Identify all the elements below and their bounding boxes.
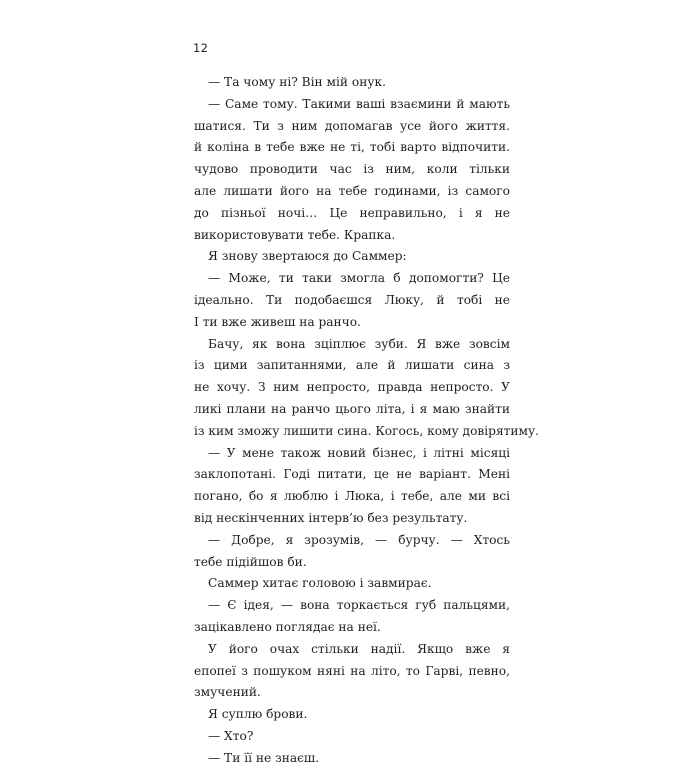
text-line: епопеї з пошуком няні на літо, то Гарві, певно,	[194, 663, 510, 678]
text-line: із цими запитаннями, але й лишати сина з	[194, 358, 510, 373]
text-line: У його очах стільки надії. Якщо вже я	[208, 641, 510, 656]
text-line: тебе підійшов би.	[194, 554, 307, 569]
text-line: — У мене також новий бізнес, і літні місяці	[208, 445, 510, 460]
text-line: — Ти її не знаєш.	[208, 750, 320, 765]
text-line: — Хто?	[208, 728, 254, 743]
text-line: чудово проводити час із ним, коли тільки	[194, 162, 510, 177]
text-line: погано, бо я люблю і Люка, і тебе, але ми всі	[194, 489, 510, 504]
text-line: — Та чому ні? Він мій онук.	[208, 75, 387, 89]
text-line: змучений.	[194, 685, 261, 700]
text-line: використовувати тебе. Крапка.	[194, 227, 396, 242]
text-line: Я суплю брови.	[208, 707, 308, 722]
text-line: не хочу. З ним непросто, правда непросто. У	[194, 380, 510, 395]
text-line: до пізньої ночі… Це неправильно, і я не	[194, 205, 510, 220]
text-line: — Є ідея, — вона торкається губ пальцями,	[208, 598, 510, 613]
text-line: й коліна в тебе вже не ті, тобі варто відпочити.	[194, 140, 510, 155]
text-line: із ким зможу лишити сина. Когось, кому довірятиму.	[194, 423, 540, 438]
text-line: — Добре, я зрозумів, — бурчу. — Хтось	[208, 532, 510, 547]
text-line: але лишати його на тебе годинами, із самого	[194, 183, 510, 198]
text-line: шатися. Ти з ним допомагав усе його життя.	[194, 118, 510, 133]
body-text	[194, 72, 540, 770]
text-line: ідеально. Ти подобаєшся Люку, й тобі не	[194, 292, 510, 307]
text-line: ликі плани на ранчо цього літа, і я маю знайти	[194, 401, 510, 416]
text-line: — Може, ти таки змогла б допомогти? Це	[208, 271, 510, 286]
text-line: зацікавлено поглядає на неї.	[194, 619, 381, 634]
text-line: заклопотані. Годі питати, це не варіант. Мені	[194, 467, 510, 482]
text-line: І ти вже живеш на ранчо.	[194, 314, 361, 329]
text-line: Бачу, як вона зціплює зуби. Я вже зовсім	[208, 336, 510, 351]
text-line: від нескінченних інтерв’ю без результату.	[194, 510, 468, 525]
page-number: 12	[193, 41, 209, 55]
text-line: Саммер хитає головою і завмирає.	[208, 576, 432, 591]
text-line: — Саме тому. Такими ваші взаємини й мають	[208, 96, 510, 111]
text-line: Я знову звертаюся до Саммер:	[208, 249, 407, 264]
